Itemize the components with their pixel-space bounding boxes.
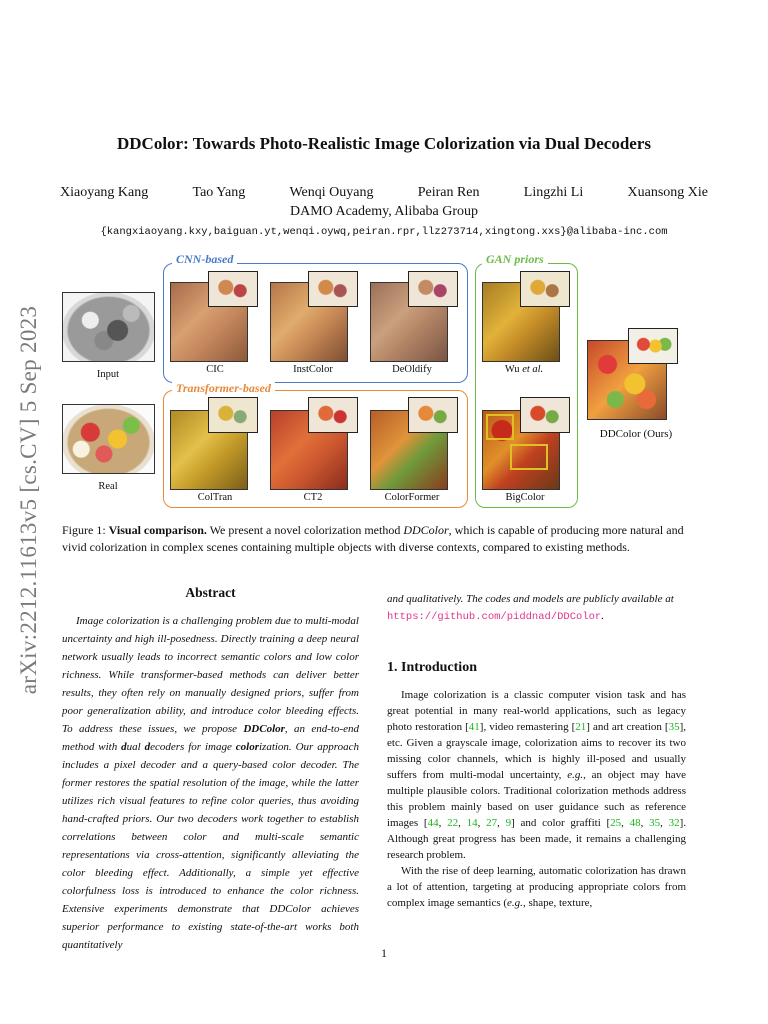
intro-text: ,	[640, 817, 650, 829]
intro-text: ,	[497, 817, 506, 829]
wu-inset	[520, 271, 570, 307]
intro-emph: e.g.	[507, 897, 523, 909]
citation-link[interactable]: 14	[466, 817, 478, 829]
gan-group-label: GAN priors	[482, 252, 548, 267]
bigcolor-image	[482, 410, 560, 490]
intro-text: ,	[660, 817, 669, 829]
abstract-text: , an end-to-end method with	[62, 723, 359, 753]
ct2-label: CT2	[303, 492, 323, 503]
abstract-emph: color	[235, 741, 259, 753]
arxiv-id: arXiv:2212.11613v5 [cs.CV] 5 Sep 2023	[16, 305, 41, 695]
bigcolor-highlight-1	[486, 414, 514, 440]
ct2-inset	[308, 397, 358, 433]
wu-image	[482, 282, 560, 362]
citation-link[interactable]: 27	[486, 817, 498, 829]
deoldify-inset	[408, 271, 458, 307]
abstract-text: ization. Our approach includes a pixel decoder and a query-based color decoder. The former restores the spatial resolution of the image, while the latter utilizes rich visual features to refine color queries, thus avoiding hand-crafted priors. Our two decoders work together to establish correlations between color and multi-scale semantic representations via cross-attention, significantly alleviating the color bleeding effect. Additionally, a simple yet effective colorfulness loss is introduced to enhance the color richness. Extensive experiments demonstrate that DDColor achieves superior performance to existing state-of-the-art works both quantitatively	[62, 741, 359, 951]
cnn-group-label: CNN-based	[172, 252, 237, 267]
introduction-title: 1. Introduction	[387, 660, 477, 675]
transformer-group-label: Transformer-based	[172, 381, 275, 396]
abstract-emph: d	[121, 741, 127, 753]
abstract-emph: d	[144, 741, 151, 753]
arxiv-stamp	[6, 280, 52, 720]
wu-label	[474, 364, 574, 375]
figure-caption-text: We present a novel colorization method	[206, 523, 404, 537]
intro-emph: e.g.	[567, 769, 584, 781]
intro-text: , an object may have multiple plausible colors. Traditional colorization methods address this problem mainly based on user guidance such as reference images [	[387, 769, 686, 829]
transformer-group-box	[163, 390, 468, 508]
citation-link[interactable]: 35	[649, 817, 661, 829]
abstract-text: ecoders for image	[150, 741, 236, 753]
cic-label: CIC	[206, 364, 224, 375]
intro-text: Image colorization is a classic computer vision task and has great potential in many real-world applications, such as legacy photo restoration [	[387, 689, 686, 733]
instcolor-image	[270, 282, 348, 362]
citation-link[interactable]: 48	[629, 817, 641, 829]
citation-link[interactable]: 9	[505, 817, 512, 829]
abstract-text: .	[601, 610, 604, 622]
figure-caption	[62, 522, 686, 556]
intro-text: , shape, texture,	[522, 897, 593, 909]
abstract-continued	[387, 591, 686, 626]
affiliation: DAMO Academy, Alibaba Group	[289, 204, 479, 219]
intro-text: ], etc. Given a grayscale image, colorization aims to recover its two missing color channels, which is highly ill-posed and usually suffers from multi-modal uncertainty,	[387, 721, 686, 781]
abstract-title: Abstract	[185, 585, 236, 600]
bigcolor-inset	[520, 397, 570, 433]
citation-link[interactable]: 35	[668, 721, 680, 733]
abstract-text: ual	[126, 741, 145, 753]
figure-caption-text: , which is capable of producing more natural and vivid colorization in complex scenes containing multiple objects with diverse contexts, compared to existing methods.	[62, 523, 684, 554]
author: Lingzhi Li	[523, 185, 584, 200]
ddcolor-inset	[628, 328, 678, 364]
figure-caption-prefix: Figure 1:	[62, 523, 109, 537]
abstract-text: Image colorization is a challenging problem due to multi-modal uncertainty and high ill-posedness. Directly training a deep neural network usually leads to incorrect semantic colors and low color richness. While transformer-based methods can deliver better results, they often rely on manually designed priors, suffer from poor generalization ability, and introduce color bleeding effects. To address these issues, we propose	[62, 615, 359, 735]
author: Tao Yang	[192, 185, 246, 200]
input-label: Input	[96, 369, 120, 380]
author-list	[60, 185, 708, 201]
real-image	[62, 404, 155, 474]
instcolor-label: InstColor	[293, 364, 333, 375]
ct2-image	[270, 410, 348, 490]
ddcolor-image	[587, 340, 667, 420]
coltran-label: ColTran	[197, 492, 233, 503]
page-number: 1	[381, 946, 387, 960]
intro-text: ]. Although great progress has been made, it remains a challenging research problem.	[387, 817, 687, 861]
abstract-text: and qualitatively. The codes and models are publicly available at	[387, 593, 674, 605]
intro-text: ,	[621, 817, 630, 829]
bigcolor-label: BigColor	[505, 492, 545, 503]
figure-caption-method: DDColor	[403, 523, 449, 537]
cnn-group-box	[163, 263, 468, 383]
intro-text: ,	[458, 817, 467, 829]
intro-text: ,	[477, 817, 487, 829]
intro-text: ,	[438, 817, 448, 829]
wu-label-etal: et al.	[522, 364, 544, 375]
colorformer-inset	[408, 397, 458, 433]
citation-link[interactable]: 25	[610, 817, 622, 829]
wu-label-name: Wu	[504, 364, 523, 375]
coltran-image	[170, 410, 248, 490]
bigcolor-highlight-2	[510, 444, 548, 470]
author: Wenqi Ouyang	[289, 185, 374, 200]
citation-link[interactable]: 21	[575, 721, 587, 733]
intro-text: With the rise of deep learning, automatic colorization has drawn a lot of attention, targeting at producing appropriate colors from complex image semantics (	[387, 865, 686, 909]
author: Xiaoyang Kang	[60, 185, 149, 200]
deoldify-label: DeOldify	[392, 364, 432, 375]
deoldify-image	[370, 282, 448, 362]
code-link[interactable]: https://github.com/piddnad/DDColor	[387, 611, 602, 623]
figure-caption-bold: Visual comparison.	[108, 523, 207, 537]
paper-title: DDColor: Towards Photo-Realistic Image Colorization via Dual Decoders	[116, 134, 652, 153]
author: Peiran Ren	[417, 185, 480, 200]
colorformer-label: ColorFormer	[384, 492, 440, 503]
intro-text: ], video remastering [	[479, 721, 576, 733]
author-emails: {kangxiaoyang.kxy,baiguan.yt,wenqi.oywq,peiran.rpr,llz273714,xingtong.xxs}@alibaba-inc.com	[100, 226, 668, 238]
intro-text: ] and color graffiti [	[511, 817, 611, 829]
input-image	[62, 292, 155, 362]
intro-text: ] and art creation [	[586, 721, 669, 733]
cic-image	[170, 282, 248, 362]
gan-group-box	[475, 263, 578, 508]
ddcolor-label: DDColor (Ours)	[599, 428, 673, 440]
citation-link[interactable]: 22	[447, 817, 459, 829]
colorformer-image	[370, 410, 448, 490]
abstract-body	[62, 612, 359, 954]
citation-link[interactable]: 41	[468, 721, 480, 733]
cic-inset	[208, 271, 258, 307]
citation-link[interactable]: 44	[427, 817, 439, 829]
real-label: Real	[98, 481, 118, 492]
abstract-method-name: DDColor	[243, 723, 285, 735]
introduction-body	[387, 687, 686, 911]
citation-link[interactable]: 32	[668, 817, 680, 829]
coltran-inset	[208, 397, 258, 433]
author: Xuansong Xie	[627, 185, 708, 200]
instcolor-inset	[308, 271, 358, 307]
